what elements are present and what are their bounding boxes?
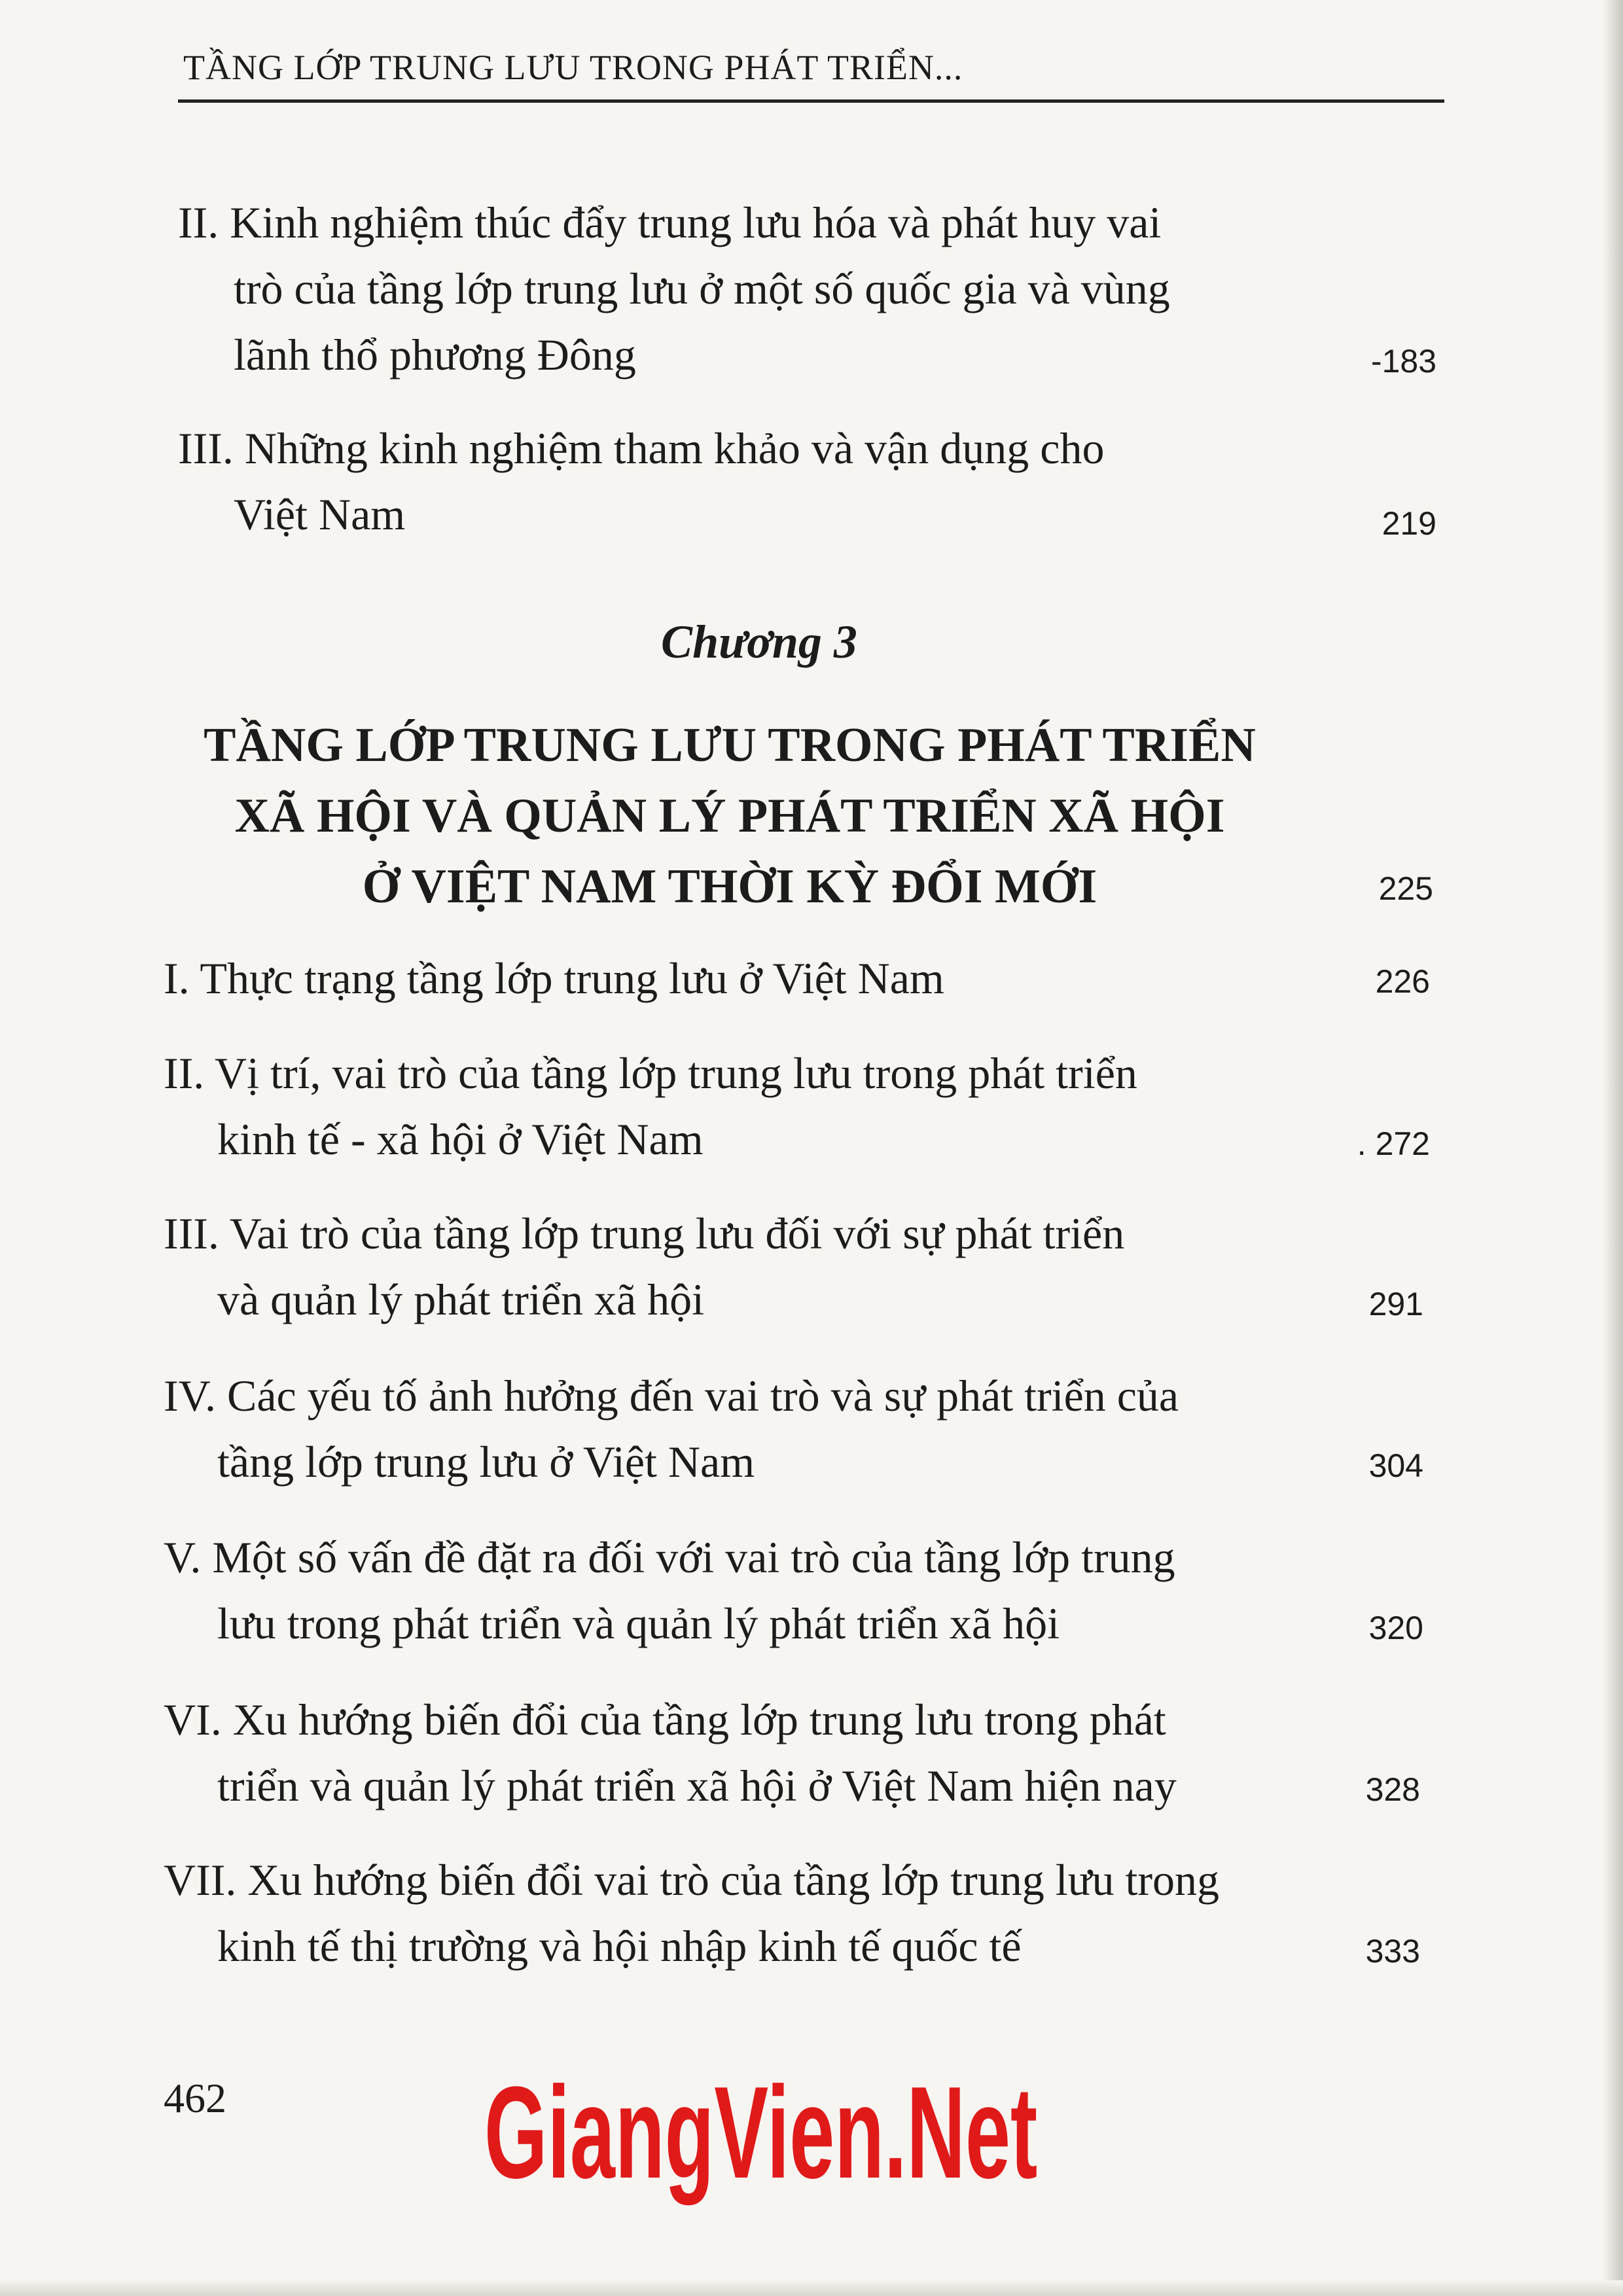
chapter-label: Chương 3	[661, 616, 857, 668]
toc-entry-line: lưu trong phát triển và quản lý phát triển xã hội	[217, 1598, 1060, 1648]
toc-page-number: 226	[1375, 963, 1430, 1000]
toc-entry-line: và quản lý phát triển xã hội	[217, 1275, 705, 1324]
toc-page-number: 328	[1365, 1771, 1420, 1808]
toc-page-number: 219	[1382, 505, 1436, 542]
toc-entry-line: VI. Xu hướng biến đổi của tầng lớp trung lưu trong phát	[164, 1695, 1166, 1744]
chapter-title-line: Ở VIỆT NAM THỜI KỲ ĐỔI MỚI	[362, 860, 1097, 913]
page-edge-shadow	[1603, 0, 1623, 2296]
toc-entry-line: triển và quản lý phát triển xã hội ở Việt Nam hiện nay	[217, 1761, 1177, 1810]
toc-page-number: -183	[1370, 343, 1436, 380]
chapter-title-line: TẦNG LỚP TRUNG LƯU TRONG PHÁT TRIỂN	[204, 718, 1256, 772]
toc-entry-line: lãnh thổ phương Đông	[234, 330, 636, 380]
toc-entry-line: trò của tầng lớp trung lưu ở một số quốc gia và vùng	[234, 264, 1170, 313]
toc-entry-line: I. Thực trạng tầng lớp trung lưu ở Việt Nam	[164, 953, 944, 1003]
toc-entry-line: II. Kinh nghiệm thúc đẩy trung lưu hóa và phát huy vai	[178, 198, 1162, 247]
toc-page-number: 291	[1368, 1286, 1423, 1322]
header-rule	[178, 99, 1444, 103]
page-number: 462	[164, 2075, 226, 2121]
toc-entry-line: II. Vị trí, vai trò của tầng lớp trung lưu trong phát triển	[164, 1048, 1137, 1098]
toc-page-number: 333	[1365, 1933, 1420, 1969]
watermark-logo: GiangVien.Net	[484, 2060, 1038, 2206]
toc-page-number: 320	[1368, 1610, 1423, 1646]
toc-page-number: 304	[1368, 1447, 1423, 1484]
toc-entry-line: VII. Xu hướng biến đổi vai trò của tầng lớp trung lưu trong	[164, 1855, 1220, 1905]
toc-entry-line: III. Những kinh nghiệm tham khảo và vận dụng cho	[178, 423, 1105, 473]
toc-entry-line: IV. Các yếu tố ảnh hưởng đến vai trò và sự phát triển của	[164, 1371, 1179, 1421]
toc-entry-line: tầng lớp trung lưu ở Việt Nam	[217, 1437, 755, 1487]
chapter-title	[177, 710, 1283, 922]
running-header: TẦNG LỚP TRUNG LƯU TRONG PHÁT TRIỂN...	[183, 48, 963, 87]
toc-entry-line: kinh tế - xã hội ở Việt Nam	[217, 1114, 704, 1164]
toc-page-number: . 272	[1357, 1125, 1430, 1162]
toc-entry-line: kinh tế thị trường và hội nhập kinh tế quốc tế	[217, 1921, 1022, 1971]
toc-page-number: 225	[1378, 870, 1433, 907]
toc-entry-line: III. Vai trò của tầng lớp trung lưu đối với sự phát triển	[164, 1209, 1125, 1258]
toc-entry-line: V. Một số vấn đề đặt ra đối với vai trò của tầng lớp trung	[164, 1532, 1175, 1582]
page-bottom-shadow	[0, 2280, 1623, 2296]
toc-entry-line: Việt Nam	[234, 489, 406, 539]
chapter-title-line: XÃ HỘI VÀ QUẢN LÝ PHÁT TRIỂN XÃ HỘI	[234, 789, 1225, 843]
